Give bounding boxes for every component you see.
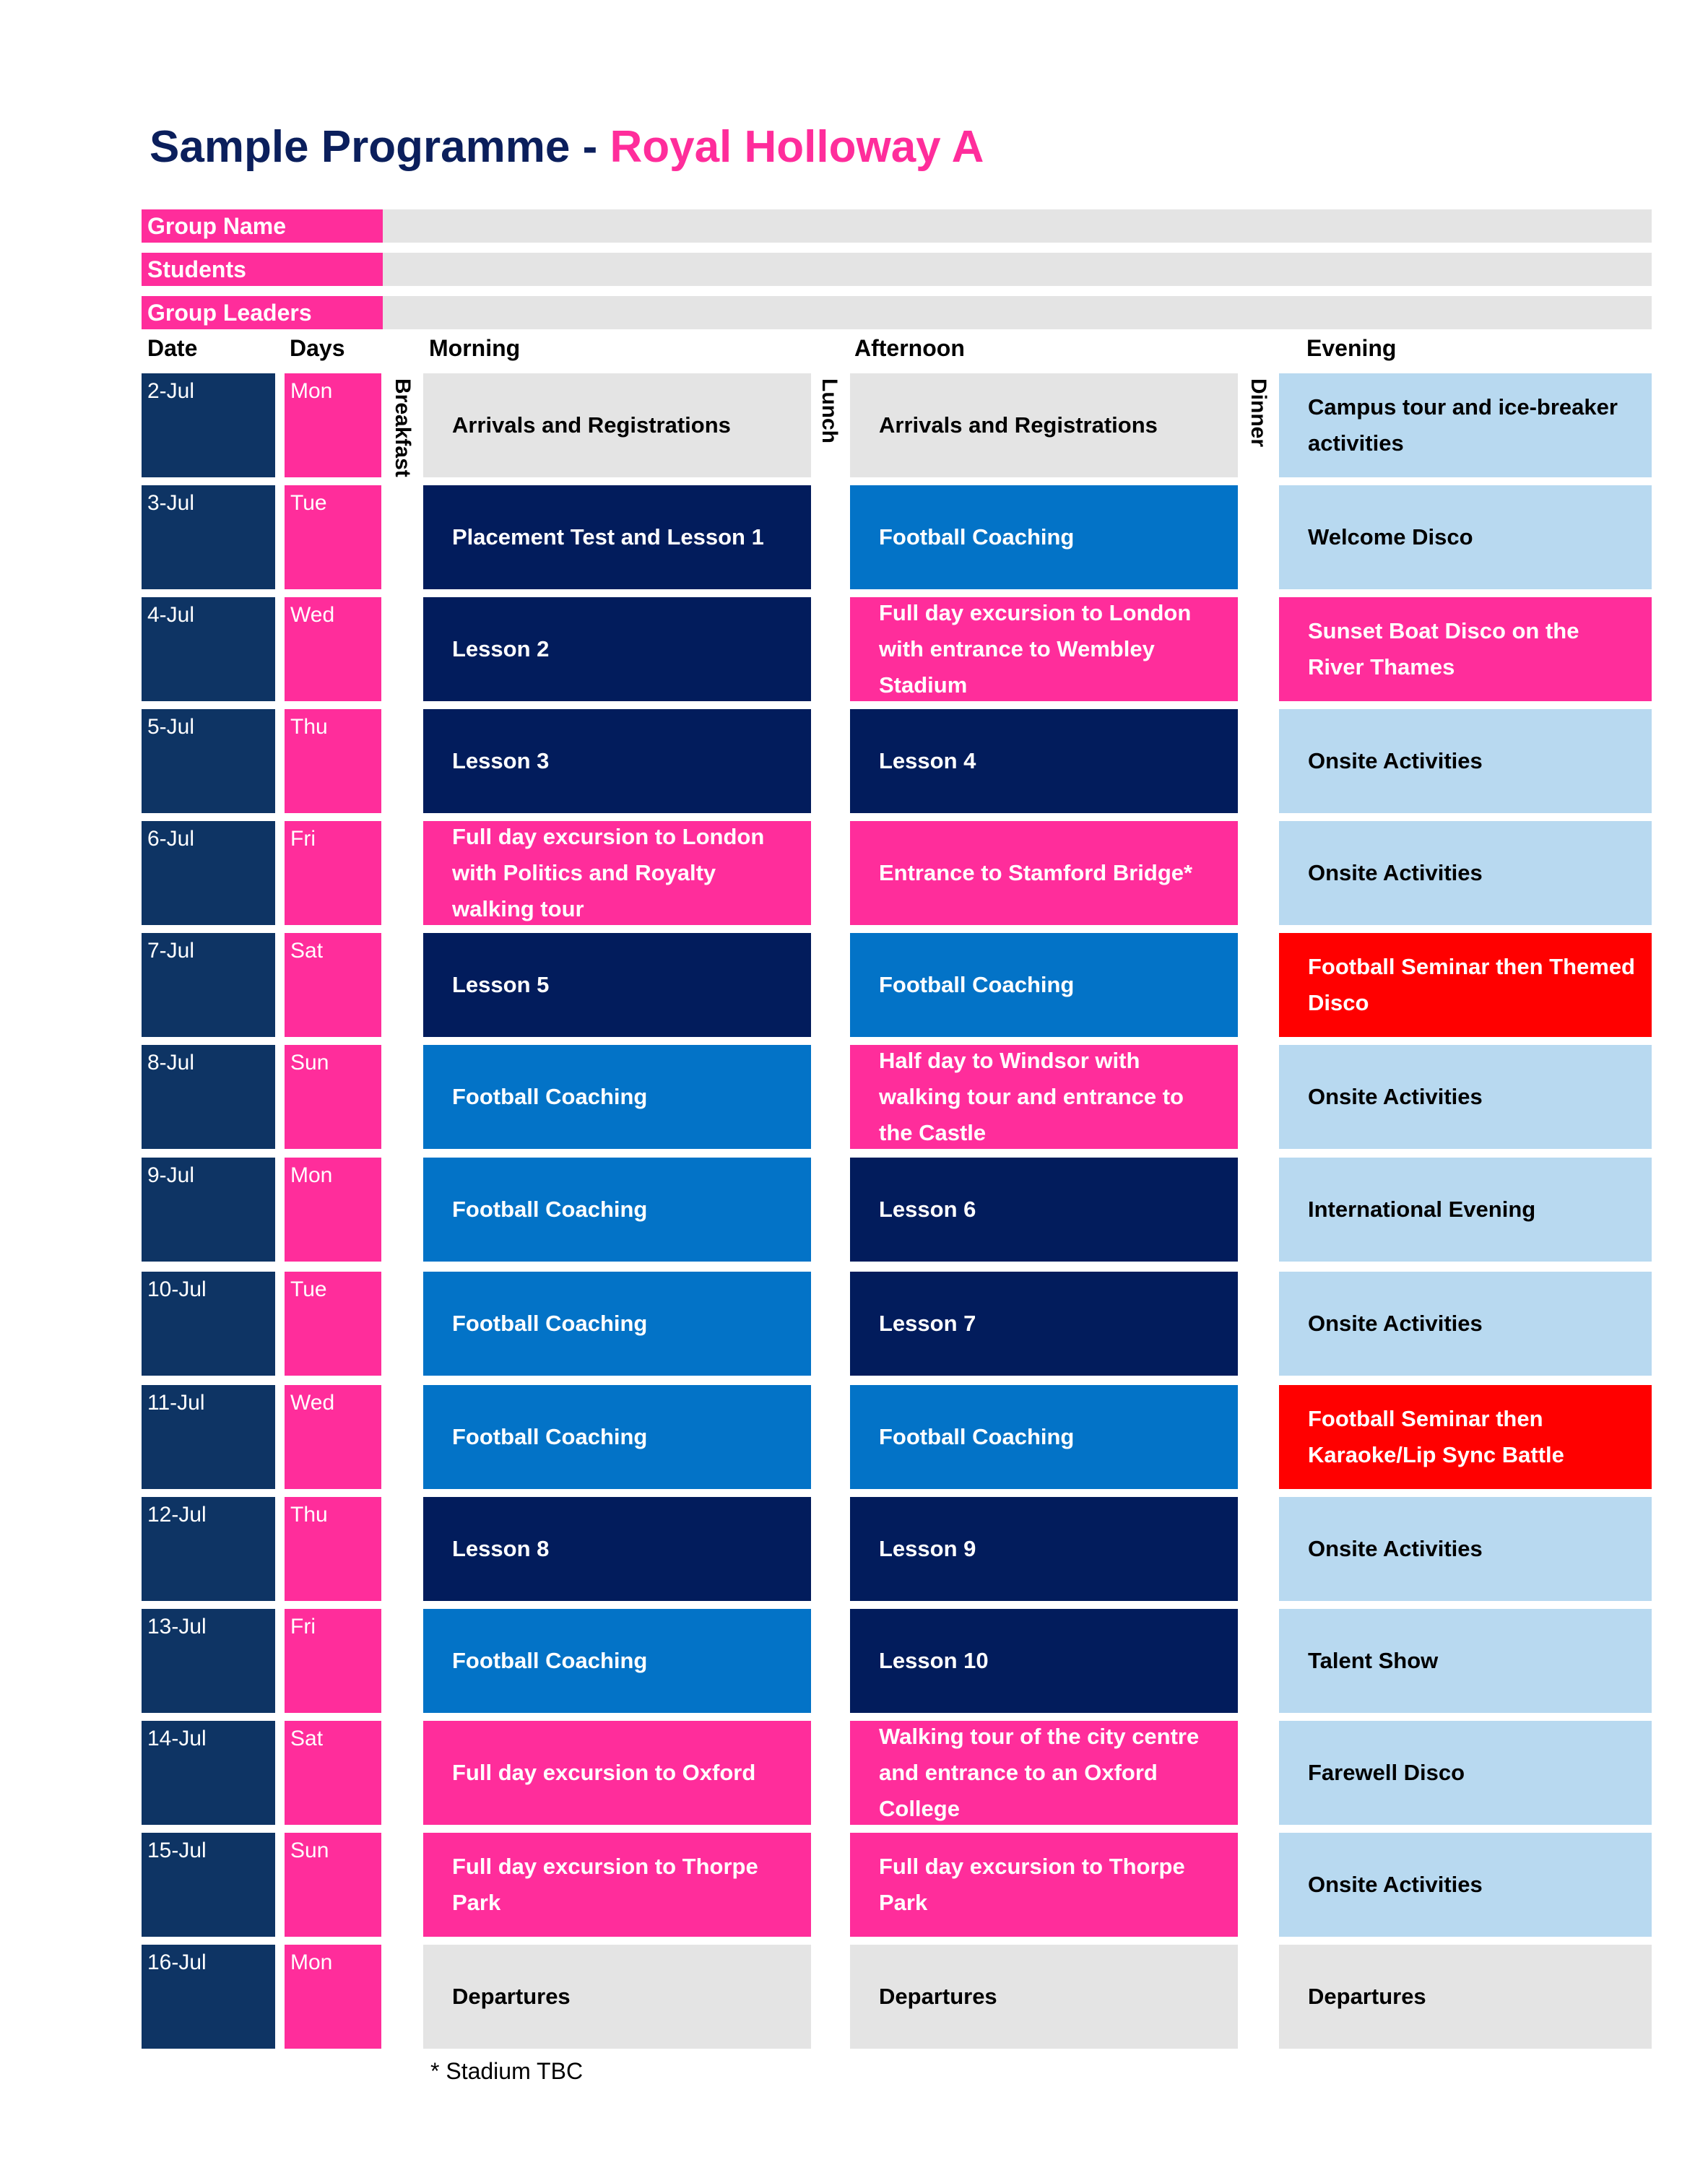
morning-activity	[423, 1609, 811, 1713]
afternoon-activity-text: Full day excursion to Thorpe Park	[879, 1854, 1185, 1915]
afternoon-activity	[850, 821, 1238, 925]
evening-activity-text: Onsite Activities	[1308, 1311, 1483, 1336]
evening-activity-text: Sunset Boat Disco on the River Thames	[1308, 618, 1579, 680]
evening-activity	[1279, 597, 1652, 701]
date-cell: 13-Jul	[142, 1609, 275, 1713]
afternoon-activity	[850, 1158, 1238, 1262]
evening-activity	[1279, 1833, 1652, 1937]
group-leaders-field[interactable]	[383, 296, 1652, 329]
evening-activity-text: International Evening	[1308, 1197, 1536, 1222]
evening-activity	[1279, 1721, 1652, 1825]
afternoon-activity	[850, 1045, 1238, 1149]
afternoon-activity-text: Lesson 4	[879, 748, 976, 773]
breakfast-label: Breakfast	[391, 378, 415, 477]
title-accent: Royal Holloway A	[610, 122, 984, 172]
afternoon-activity-text: Half day to Windsor with walking tour and entrance to the Castle	[879, 1048, 1184, 1145]
afternoon-activity-text: Lesson 10	[879, 1648, 989, 1673]
afternoon-activity-text: Arrivals and Registrations	[879, 412, 1158, 438]
morning-activity-text: Football Coaching	[452, 1084, 648, 1109]
header-date: Date	[147, 335, 198, 361]
lunch-label: Lunch	[818, 378, 841, 443]
morning-activity-text: Lesson 8	[452, 1536, 550, 1561]
afternoon-activity-text: Lesson 7	[879, 1311, 976, 1336]
date-cell: 2-Jul	[142, 373, 275, 477]
afternoon-activity	[850, 1945, 1238, 2049]
date-cell: 7-Jul	[142, 933, 275, 1037]
morning-activity	[423, 1385, 811, 1489]
evening-activity-text: Football Seminar then Karaoke/Lip Sync Battle	[1308, 1406, 1564, 1467]
afternoon-activity-text: Lesson 6	[879, 1197, 976, 1222]
evening-activity	[1279, 709, 1652, 813]
date-cell: 8-Jul	[142, 1045, 275, 1149]
date-cell: 10-Jul	[142, 1272, 275, 1376]
morning-activity	[423, 373, 811, 477]
morning-activity	[423, 933, 811, 1037]
students-label: Students	[142, 253, 383, 286]
morning-activity	[423, 821, 811, 925]
afternoon-activity	[850, 1272, 1238, 1376]
morning-activity	[423, 597, 811, 701]
day-cell: Sat	[285, 1721, 381, 1825]
morning-activity-text: Full day excursion to London with Politics and Royalty walking tour	[452, 824, 765, 921]
day-cell: Sun	[285, 1833, 381, 1937]
day-cell: Wed	[285, 597, 381, 701]
afternoon-activity	[850, 485, 1238, 589]
evening-activity	[1279, 1045, 1652, 1149]
date-cell: 14-Jul	[142, 1721, 275, 1825]
morning-activity	[423, 1272, 811, 1376]
evening-activity	[1279, 933, 1652, 1037]
evening-activity-text: Talent Show	[1308, 1648, 1439, 1673]
morning-activity-text: Arrivals and Registrations	[452, 412, 731, 438]
date-cell: 4-Jul	[142, 597, 275, 701]
day-cell: Wed	[285, 1385, 381, 1489]
morning-activity-text: Football Coaching	[452, 1648, 648, 1673]
morning-activity	[423, 1721, 811, 1825]
morning-activity	[423, 1045, 811, 1149]
afternoon-activity	[850, 1833, 1238, 1937]
afternoon-activity-text: Entrance to Stamford Bridge*	[879, 860, 1193, 885]
morning-activity-text: Lesson 5	[452, 972, 550, 997]
morning-activity	[423, 1158, 811, 1262]
evening-activity-text: Onsite Activities	[1308, 748, 1483, 773]
morning-activity	[423, 1945, 811, 2049]
date-cell: 16-Jul	[142, 1945, 275, 2049]
afternoon-activity	[850, 709, 1238, 813]
morning-activity-text: Full day excursion to Oxford	[452, 1760, 756, 1785]
day-cell: Mon	[285, 1158, 381, 1262]
evening-activity-text: Onsite Activities	[1308, 1536, 1483, 1561]
evening-activity	[1279, 1945, 1652, 2049]
dinner-label: Dinner	[1247, 378, 1270, 448]
evening-activity-text: Onsite Activities	[1308, 1084, 1483, 1109]
morning-activity-text: Full day excursion to Thorpe Park	[452, 1854, 758, 1915]
evening-activity-text: Campus tour and ice-breaker activities	[1308, 394, 1618, 456]
day-cell: Mon	[285, 1945, 381, 2049]
title-main: Sample Programme -	[149, 122, 610, 172]
morning-activity-text: Football Coaching	[452, 1311, 648, 1336]
footnote: * Stadium TBC	[430, 2058, 584, 2084]
group-name-label: Group Name	[142, 209, 383, 243]
afternoon-activity-text: Walking tour of the city centre and entrance to an Oxford College	[879, 1724, 1200, 1821]
day-cell: Tue	[285, 1272, 381, 1376]
morning-activity	[423, 1833, 811, 1937]
afternoon-activity-text: Football Coaching	[879, 972, 1075, 997]
morning-activity-text: Football Coaching	[452, 1424, 648, 1449]
students-field[interactable]	[383, 253, 1652, 286]
day-cell: Thu	[285, 1497, 381, 1601]
evening-activity-text: Onsite Activities	[1308, 860, 1483, 885]
afternoon-activity-text: Departures	[879, 1984, 997, 2009]
page-title	[149, 121, 984, 173]
afternoon-activity-text: Lesson 9	[879, 1536, 976, 1561]
group-name-field[interactable]	[383, 209, 1652, 243]
afternoon-activity	[850, 1721, 1238, 1825]
date-cell: 5-Jul	[142, 709, 275, 813]
afternoon-activity	[850, 933, 1238, 1037]
morning-activity-text: Football Coaching	[452, 1197, 648, 1222]
group-leaders-label: Group Leaders	[142, 296, 383, 329]
day-cell: Fri	[285, 1609, 381, 1713]
header-morning: Morning	[429, 335, 521, 361]
morning-activity-text: Lesson 3	[452, 748, 550, 773]
day-cell: Tue	[285, 485, 381, 589]
date-cell: 12-Jul	[142, 1497, 275, 1601]
afternoon-activity-text: Full day excursion to London with entrance to Wembley Stadium	[879, 600, 1192, 698]
header-days: Days	[290, 335, 345, 361]
evening-activity	[1279, 1609, 1652, 1713]
date-cell: 11-Jul	[142, 1385, 275, 1489]
morning-activity	[423, 709, 811, 813]
evening-activity	[1279, 1385, 1652, 1489]
evening-activity	[1279, 373, 1652, 477]
evening-activity	[1279, 1158, 1652, 1262]
date-cell: 3-Jul	[142, 485, 275, 589]
morning-activity-text: Placement Test and Lesson 1	[452, 524, 764, 550]
afternoon-activity	[850, 1385, 1238, 1489]
evening-activity-text: Farewell Disco	[1308, 1760, 1465, 1785]
morning-activity	[423, 485, 811, 589]
students-row	[142, 253, 1652, 286]
day-cell: Thu	[285, 709, 381, 813]
header-afternoon: Afternoon	[854, 335, 965, 361]
afternoon-activity	[850, 1609, 1238, 1713]
evening-activity	[1279, 1497, 1652, 1601]
date-cell: 9-Jul	[142, 1158, 275, 1262]
morning-activity-text: Lesson 2	[452, 636, 550, 661]
day-cell: Mon	[285, 373, 381, 477]
morning-activity	[423, 1497, 811, 1601]
date-cell: 6-Jul	[142, 821, 275, 925]
evening-activity-text: Welcome Disco	[1308, 524, 1473, 550]
evening-activity	[1279, 821, 1652, 925]
afternoon-activity	[850, 597, 1238, 701]
date-cell: 15-Jul	[142, 1833, 275, 1937]
afternoon-activity-text: Football Coaching	[879, 524, 1075, 550]
evening-activity	[1279, 1272, 1652, 1376]
day-cell: Sun	[285, 1045, 381, 1149]
evening-activity-text: Departures	[1308, 1984, 1426, 2009]
day-cell: Fri	[285, 821, 381, 925]
afternoon-activity-text: Football Coaching	[879, 1424, 1075, 1449]
evening-activity	[1279, 485, 1652, 589]
day-cell: Sat	[285, 933, 381, 1037]
header-evening: Evening	[1306, 335, 1397, 361]
afternoon-activity	[850, 373, 1238, 477]
group-name-row	[142, 209, 1652, 243]
evening-activity-text: Onsite Activities	[1308, 1872, 1483, 1897]
afternoon-activity	[850, 1497, 1238, 1601]
evening-activity-text: Football Seminar then Themed Disco	[1308, 954, 1635, 1015]
morning-activity-text: Departures	[452, 1984, 571, 2009]
group-leaders-row	[142, 296, 1652, 329]
